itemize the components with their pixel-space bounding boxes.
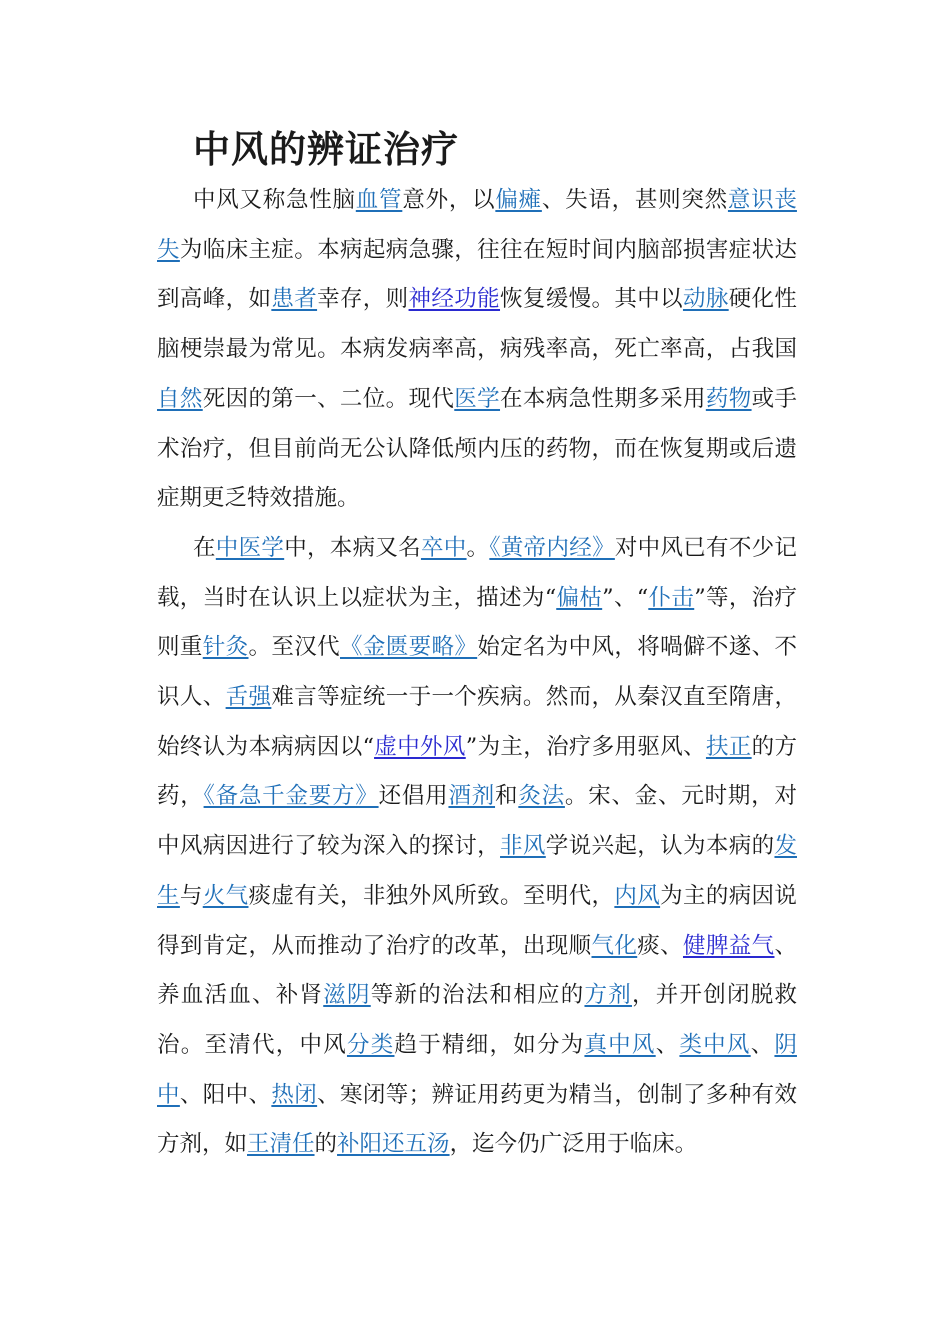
paragraph-1 (157, 176, 797, 524)
hyperlink[interactable]: 血管 (355, 187, 403, 213)
hyperlink[interactable]: 灸法 (518, 783, 565, 810)
text-run: 、寒闭等；辨证用药更为精当，创制了多种有效方剂，如 (157, 1081, 797, 1158)
text-run: 恢复缓慢。其中以 (500, 286, 683, 313)
text-run: 死因的第一、二位。现代 (202, 385, 455, 412)
text-run: 始定名为中风，将喎僻不遂、不识人、 (157, 634, 797, 711)
text-run: 、 (750, 1031, 775, 1058)
text-run: 的方药， (157, 733, 797, 810)
hyperlink[interactable]: 分类 (346, 1031, 395, 1058)
hyperlink[interactable]: 自然 (157, 385, 203, 412)
text-run: 、阳中、 (179, 1081, 272, 1108)
hyperlink[interactable]: 偏瘫 (495, 187, 542, 213)
text-run: ”、“ (602, 584, 649, 611)
hyperlink[interactable]: 类中风 (679, 1031, 751, 1058)
text-run: ，并开创闭脱救治。至清代，中风 (157, 982, 797, 1058)
hyperlink[interactable]: 神经功能 (408, 286, 501, 313)
hyperlink[interactable]: 扶正 (705, 733, 752, 760)
text-run: 对中风已有不少记载，当时在认识上以症状为主，描述为“ (157, 534, 797, 611)
text-run: 痰、 (637, 932, 683, 959)
text-run: 为主的病因说得到肯定，从而推动了治疗的改革，出现顺 (157, 882, 797, 959)
hyperlink[interactable]: 酒剂 (448, 783, 496, 810)
text-run: 趋于精细，如分为 (394, 1031, 585, 1058)
text-run: 痰虚有关，非独外风所致。至明代， (248, 882, 615, 909)
hyperlink[interactable]: 动脉 (682, 286, 729, 313)
text-run: 与 (179, 882, 203, 909)
text-run: 等新的治法和相应的 (370, 982, 585, 1009)
document-body (157, 176, 797, 1170)
text-run: ，迄今仍广泛用于临床。 (449, 1131, 698, 1158)
text-run: 或手术治疗，但目前尚无公认降低颅内压的药物，而在恢复期或后遗症期更乏特效措施。 (157, 385, 797, 512)
hyperlink[interactable]: 滋阴 (323, 982, 371, 1009)
text-run: 。至汉代 (248, 634, 340, 661)
hyperlink[interactable]: 内风 (614, 882, 661, 909)
text-run: 学说兴起，认为本病的 (545, 833, 775, 860)
hyperlink[interactable]: 针灸 (202, 634, 249, 661)
hyperlink[interactable]: 方剂 (584, 982, 632, 1009)
text-run: 。 (466, 534, 490, 561)
hyperlink[interactable]: 《备急千金要方》 (203, 783, 379, 810)
text-run: 。宋、金、元时期，对中风病因进行了较为深入的探讨， (157, 783, 797, 860)
hyperlink[interactable]: 非风 (500, 833, 546, 860)
paragraph-2 (157, 524, 797, 1170)
hyperlink[interactable]: 真中风 (584, 1031, 656, 1058)
hyperlink[interactable]: 偏枯 (556, 584, 603, 611)
hyperlink[interactable]: 卒中 (420, 534, 467, 561)
text-run: 中风又称急性脑 (193, 187, 356, 213)
hyperlink[interactable]: 《黄帝内经》 (489, 534, 615, 561)
hyperlink[interactable]: 发生 (157, 833, 797, 909)
text-run: 、失语，甚则突然 (541, 187, 728, 213)
text-run: ”为主，治疗多用驱风、 (465, 733, 706, 760)
hyperlink[interactable]: 火气 (202, 882, 249, 909)
text-run: 在 (193, 534, 216, 561)
text-run: 为临床主症。本病起病急骤，往往在短时间内脑部损害症状达到高峰，如 (157, 236, 797, 313)
hyperlink[interactable]: 健脾益气 (682, 932, 775, 959)
hyperlink[interactable]: 仆击 (648, 584, 695, 611)
text-run: 意外，以 (402, 187, 496, 213)
hyperlink[interactable]: 王清任 (247, 1131, 315, 1158)
hyperlink[interactable]: 中医学 (215, 534, 285, 561)
text-run: 、养血活血、补肾 (157, 932, 797, 1009)
hyperlink[interactable]: 补阳还五汤 (337, 1131, 450, 1158)
hyperlink[interactable]: 阴中 (157, 1031, 797, 1108)
hyperlink[interactable]: 医学 (454, 385, 501, 412)
document-title: 中风的辨证治疗 (193, 128, 459, 171)
text-run: 、 (655, 1031, 680, 1058)
text-run: 难言等症统一于一个疾病。然而，从秦汉直至隋唐，始终认为本病病因以“ (157, 684, 797, 760)
text-run: 在本病急性期多采用 (500, 385, 706, 412)
text-run: 幸存，则 (317, 286, 409, 313)
text-run: 中，本病又名 (284, 534, 421, 561)
hyperlink[interactable]: 《金匮要略》 (339, 634, 478, 661)
hyperlink[interactable]: 热闭 (271, 1081, 318, 1108)
text-run: 还倡用 (378, 783, 449, 810)
text-run: ”等，治疗则重 (157, 584, 797, 661)
hyperlink[interactable]: 气化 (591, 932, 638, 959)
hyperlink[interactable]: 药物 (705, 385, 752, 412)
hyperlink[interactable]: 意识丧失 (157, 187, 797, 263)
hyperlink[interactable]: 虚中外风 (374, 733, 466, 760)
text-run: 硬化性脑梗崇最为常见。本病发病率高，病残率高，死亡率高，占我国 (157, 286, 797, 363)
hyperlink[interactable]: 舌强 (225, 684, 272, 711)
text-run: 的 (314, 1131, 338, 1158)
hyperlink[interactable]: 患者 (271, 286, 318, 313)
text-run: 和 (495, 783, 519, 810)
